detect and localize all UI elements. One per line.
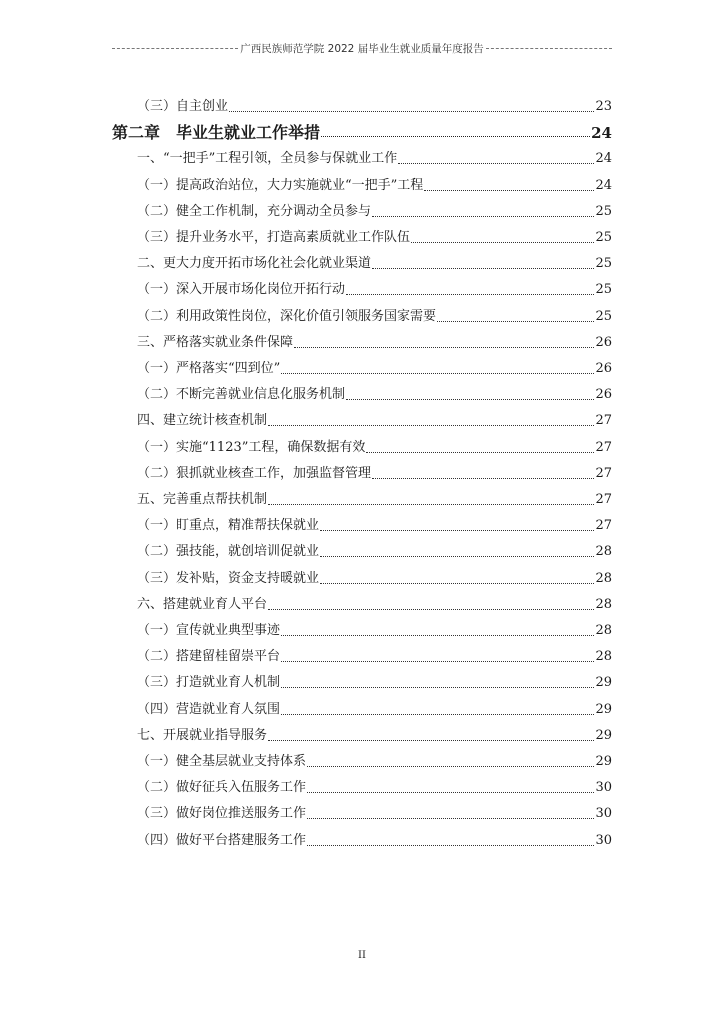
toc-page-number: 24 — [595, 151, 612, 167]
toc-entry-label: 三、严格落实就业条件保障 — [137, 334, 294, 350]
toc-page-number: 29 — [595, 675, 612, 691]
toc-subsection-entry[interactable] — [137, 751, 612, 773]
toc-subsection-entry[interactable] — [137, 201, 612, 223]
toc-subsection-entry[interactable] — [137, 437, 612, 459]
toc-entry-label: （四）做好平台搭建服务工作 — [137, 832, 307, 848]
toc-section-entry[interactable] — [137, 148, 612, 170]
toc-page-number: 25 — [595, 203, 612, 219]
toc-entry-label: 五、完善重点帮扶机制 — [137, 492, 268, 507]
toc-page-number: 28 — [595, 623, 612, 638]
toc-section-entry[interactable] — [137, 410, 612, 432]
toc-entry-label: （二）利用政策性岗位，深化价值引领服务国家需要 — [137, 308, 437, 324]
toc-dot-leader — [294, 346, 594, 348]
toc-page-number: 25 — [595, 230, 612, 245]
toc-entry-label: （一）盯重点，精准帮扶保就业 — [137, 518, 320, 534]
toc-subsection-entry[interactable] — [137, 541, 612, 563]
toc-entry-label: （三）自主创业 — [137, 99, 229, 114]
page-number: II — [358, 950, 366, 961]
toc-page-number: 30 — [595, 832, 612, 848]
toc-dot-leader — [372, 215, 594, 217]
toc-dot-leader — [398, 162, 594, 164]
toc-dot-leader — [346, 293, 594, 295]
toc-subsection-entry[interactable] — [137, 777, 612, 799]
toc-entry-label: 一、“一把手”工程引领，全员参与保就业工作 — [137, 151, 398, 167]
toc-page-number: 28 — [595, 596, 612, 612]
toc-entry-label: 二、更大力度开拓市场化社会化就业渠道 — [137, 256, 372, 272]
toc-dot-leader — [281, 372, 594, 374]
toc-subsection-entry[interactable] — [137, 646, 612, 668]
toc-dot-leader — [307, 844, 594, 846]
toc-section-entry[interactable] — [137, 489, 612, 511]
toc-subsection-entry[interactable] — [137, 672, 612, 694]
toc-page-number: 27 — [595, 465, 612, 481]
toc-dot-leader — [437, 320, 594, 322]
toc-page-number: 28 — [595, 544, 612, 560]
toc-page-number: 25 — [595, 256, 612, 272]
toc-page-number: 30 — [595, 780, 612, 796]
toc-page-number: 27 — [595, 439, 612, 455]
toc-page-number: 27 — [595, 492, 612, 507]
toc-entry-label: （四）营造就业育人氛围 — [137, 701, 281, 717]
toc-dot-leader — [268, 608, 594, 610]
toc-dot-leader — [372, 267, 594, 269]
toc-page-number: 27 — [595, 518, 612, 534]
toc-dot-leader — [372, 477, 594, 479]
toc-dot-leader — [281, 686, 594, 688]
toc-page-number: 23 — [595, 99, 612, 114]
toc-entry-label: （二）强技能，就创培训促就业 — [137, 544, 320, 560]
toc-page-number: 29 — [595, 727, 612, 743]
toc-page-number: 24 — [595, 177, 612, 193]
toc-subsection-entry[interactable] — [137, 279, 612, 301]
toc-entry-label: 第二章 毕业生就业工作举措 — [112, 123, 321, 143]
toc-entry-label: （一）宣传就业典型事迹 — [137, 623, 281, 638]
toc-dot-leader — [411, 241, 594, 243]
toc-dot-leader — [366, 451, 594, 453]
toc-entry-label: （一）深入开展市场化岗位开拓行动 — [137, 282, 346, 298]
toc-entry-label: （一）严格落实“四到位” — [137, 361, 281, 376]
toc-dot-leader — [281, 660, 594, 662]
toc-subsection-entry[interactable] — [137, 463, 612, 485]
toc-section-entry[interactable] — [137, 594, 612, 616]
toc-page-number: 29 — [595, 754, 612, 769]
header-dash-right — [486, 48, 612, 50]
toc-subsection-entry[interactable] — [137, 384, 612, 406]
toc-page-number: 28 — [595, 649, 612, 665]
toc-entry-label: （一）健全基层就业支持体系 — [137, 754, 307, 769]
toc-subsection-entry[interactable] — [137, 96, 612, 118]
toc-subsection-entry[interactable] — [137, 568, 612, 590]
toc-dot-leader — [307, 817, 594, 819]
toc-entry-label: （一）实施“1123”工程，确保数据有效 — [137, 439, 366, 455]
toc-dot-leader — [320, 529, 594, 531]
toc-page-number: 28 — [595, 570, 612, 586]
toc-entry-label: （三）提升业务水平，打造高素质就业工作队伍 — [137, 230, 411, 245]
toc-entry-label: （一）提高政治站位，大力实施就业“一把手”工程 — [137, 177, 424, 193]
toc-dot-leader — [229, 110, 594, 112]
toc-chapter-entry[interactable] — [112, 122, 612, 144]
toc-entry-label: （二）搭建留桂留崇平台 — [137, 649, 281, 665]
toc-entry-label: （二）不断完善就业信息化服务机制 — [137, 387, 346, 403]
toc-subsection-entry[interactable] — [137, 699, 612, 721]
toc-page-number: 24 — [591, 124, 612, 143]
toc-page-number: 26 — [595, 334, 612, 350]
toc-dot-leader — [268, 503, 594, 505]
toc-section-entry[interactable] — [137, 725, 612, 747]
toc-entry-label: （三）做好岗位推送服务工作 — [137, 806, 307, 822]
toc-subsection-entry[interactable] — [137, 803, 612, 825]
toc-page-number: 27 — [595, 413, 612, 429]
toc-subsection-entry[interactable] — [137, 830, 612, 852]
toc-subsection-entry[interactable] — [137, 515, 612, 537]
toc-page-number: 30 — [595, 806, 612, 822]
toc-entry-label: （二）做好征兵入伍服务工作 — [137, 780, 307, 796]
toc-subsection-entry[interactable] — [137, 306, 612, 328]
toc-subsection-entry[interactable] — [137, 358, 612, 380]
toc-dot-leader — [320, 555, 594, 557]
toc-page-number: 25 — [595, 282, 612, 298]
toc-section-entry[interactable] — [137, 253, 612, 275]
toc-entry-label: （三）打造就业育人机制 — [137, 675, 281, 691]
header-dash-left — [112, 48, 238, 50]
toc-entry-label: 四、建立统计核查机制 — [137, 413, 268, 429]
toc-subsection-entry[interactable] — [137, 175, 612, 197]
toc-entry-label: （二）健全工作机制，充分调动全员参与 — [137, 203, 372, 219]
toc-entry-label: 六、搭建就业育人平台 — [137, 596, 268, 612]
toc-page-number: 29 — [595, 701, 612, 717]
toc-entry-label: （三）发补贴，资金支持暖就业 — [137, 570, 320, 586]
toc-page-number: 26 — [595, 387, 612, 403]
toc-dot-leader — [268, 424, 594, 426]
toc-entry-label: （二）狠抓就业核查工作，加强监督管理 — [137, 465, 372, 481]
toc-page-number: 25 — [595, 308, 612, 324]
toc-dot-leader — [346, 398, 594, 400]
toc-subsection-entry[interactable] — [137, 227, 612, 249]
toc-section-entry[interactable] — [137, 332, 612, 354]
toc-dot-leader — [281, 634, 594, 636]
toc-subsection-entry[interactable] — [137, 620, 612, 642]
toc-dot-leader — [320, 582, 594, 584]
toc-entry-label: 七、开展就业指导服务 — [137, 727, 268, 743]
toc-dot-leader — [307, 765, 594, 767]
toc-dot-leader — [424, 189, 594, 191]
toc-dot-leader — [268, 739, 594, 741]
toc-dot-leader — [281, 713, 594, 715]
toc-dot-leader — [307, 791, 594, 793]
header-title: 广西民族师范学院 2022 届毕业生就业质量年度报告 — [240, 42, 484, 55]
toc-page-number: 26 — [595, 361, 612, 376]
running-header — [112, 40, 612, 56]
toc-dot-leader — [321, 135, 590, 137]
